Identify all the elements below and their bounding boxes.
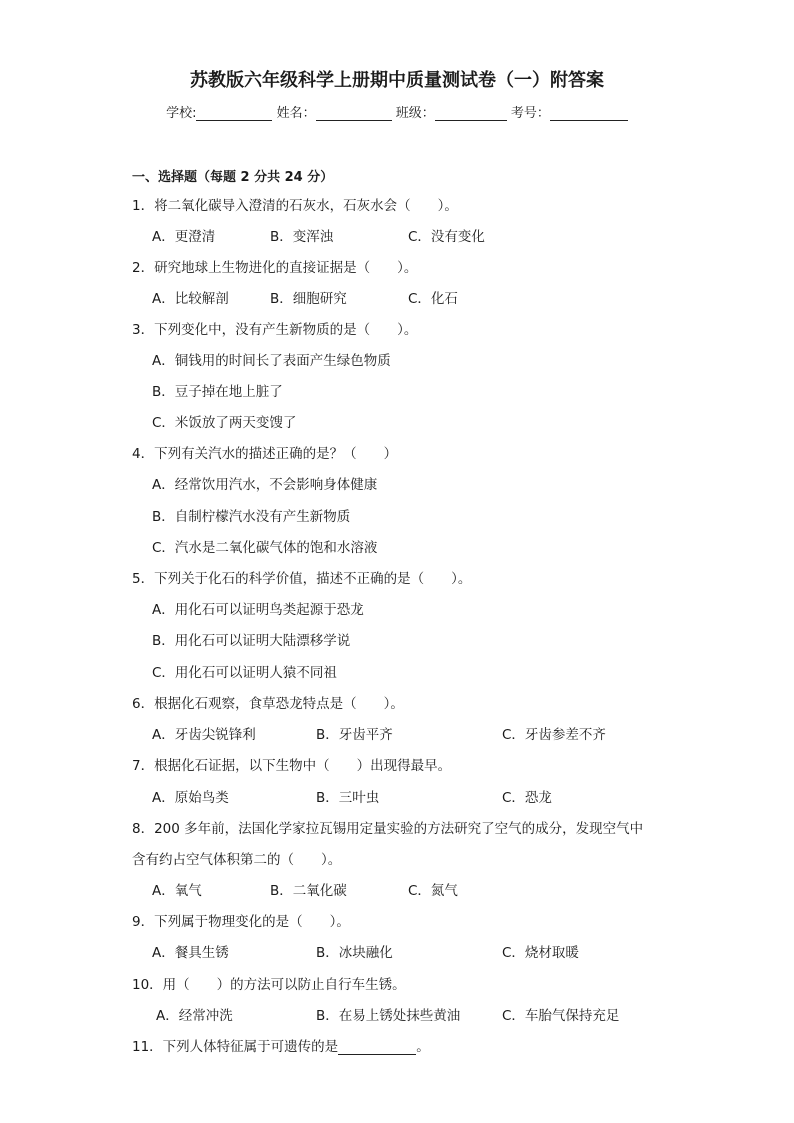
option-b[interactable]: B．在易上锈处抹些黄油: [316, 1008, 461, 1024]
options-row: [152, 225, 485, 245]
option-b[interactable]: B．三叶虫: [316, 790, 380, 806]
option-a[interactable]: A．更澄清: [152, 229, 216, 245]
option-a[interactable]: A．比较解剖: [152, 291, 229, 307]
school-label: 学校:: [166, 106, 197, 121]
options-row: [152, 941, 579, 961]
option-a[interactable]: A．用化石可以证明鸟类起源于恐龙: [152, 602, 364, 618]
question-stem: 8．200 多年前，法国化学家拉瓦锡用定量实验的方法研究了空气的成分，发现空气中: [132, 821, 644, 837]
option-b[interactable]: B．豆子掉在地上脏了: [152, 384, 283, 400]
school-blank[interactable]: [196, 106, 272, 121]
exam-no-blank[interactable]: [550, 106, 628, 121]
options-row: [152, 786, 552, 806]
option-c[interactable]: C．烧材取暖: [502, 945, 579, 961]
question-stem: 1．将二氧化碳导入澄清的石灰水，石灰水会（ ）。: [132, 198, 458, 214]
option-a[interactable]: A．氧气: [152, 883, 202, 899]
question-stem: 5．下列关于化石的科学价值，描述不正确的是（ ）。: [132, 571, 472, 587]
option-a[interactable]: A．牙齿尖锐锋利: [152, 727, 256, 743]
option-a[interactable]: A．铜钱用的时间长了表面产生绿色物质: [152, 353, 391, 369]
student-info-line: [0, 102, 794, 121]
question-stem: 2．研究地球上生物进化的直接证据是（ ）。: [132, 260, 418, 276]
option-c[interactable]: C．米饭放了两天变馊了: [152, 415, 297, 431]
page-title: 苏教版六年级科学上册期中质量测试卷（一）附答案: [190, 70, 604, 91]
option-a[interactable]: A．经常饮用汽水，不会影响身体健康: [152, 477, 378, 493]
question-stem: 9．下列属于物理变化的是（ ）。: [132, 914, 350, 930]
class-label: 班级：: [395, 106, 435, 121]
option-a[interactable]: A．经常冲洗: [156, 1008, 233, 1024]
option-a[interactable]: A．餐具生锈: [152, 945, 229, 961]
option-c[interactable]: C．没有变化: [408, 229, 485, 245]
option-c[interactable]: C．化石: [408, 291, 458, 307]
option-b[interactable]: B．牙齿平齐: [316, 727, 393, 743]
question-stem: [132, 1035, 430, 1055]
section-heading: 一、选择题（每题 2 分共 24 分）: [132, 170, 334, 185]
option-a[interactable]: A．原始鸟类: [152, 790, 229, 806]
option-c[interactable]: C．汽水是二氧化碳气体的饱和水溶液: [152, 540, 378, 556]
option-b[interactable]: B．冰块融化: [316, 945, 393, 961]
question-stem-text: 11．下列人体特征属于可遗传的是: [132, 1039, 339, 1055]
options-row: [152, 723, 606, 743]
option-b[interactable]: B．自制柠檬汽水没有产生新物质: [152, 509, 351, 525]
question-stem: 3．下列变化中，没有产生新物质的是（ ）。: [132, 322, 418, 338]
question-stem: 7．根据化石证据，以下生物中（ ）出现得最早。: [132, 758, 452, 774]
exam-no-label: 考号：: [510, 106, 550, 121]
question-stem-continued: 含有约占空气体积第二的（ ）。: [132, 852, 342, 868]
question-stem: 4．下列有关汽水的描述正确的是？（ ）: [132, 446, 398, 462]
name-label: 姓名：: [276, 106, 316, 121]
name-blank[interactable]: [316, 106, 392, 121]
options-row: [152, 287, 458, 307]
question-stem: 6．根据化石观察，食草恐龙特点是（ ）。: [132, 696, 404, 712]
option-c[interactable]: C．氮气: [408, 883, 458, 899]
option-c[interactable]: C．牙齿参差不齐: [502, 727, 606, 743]
question-stem-end: 。: [416, 1039, 430, 1055]
options-row: [156, 1004, 619, 1024]
options-row: [152, 879, 458, 899]
option-b[interactable]: B．用化石可以证明大陆漂移学说: [152, 633, 351, 649]
question-stem: 10．用（ ）的方法可以防止自行车生锈。: [132, 977, 406, 993]
option-b[interactable]: B．细胞研究: [270, 291, 347, 307]
option-b[interactable]: B．变浑浊: [270, 229, 334, 245]
option-b[interactable]: B．二氧化碳: [270, 883, 347, 899]
option-c[interactable]: C．恐龙: [502, 790, 552, 806]
answer-blank[interactable]: [338, 1040, 416, 1055]
option-c[interactable]: C．车胎气保持充足: [502, 1008, 620, 1024]
class-blank[interactable]: [435, 106, 507, 121]
option-c[interactable]: C．用化石可以证明人猿不同祖: [152, 665, 337, 681]
